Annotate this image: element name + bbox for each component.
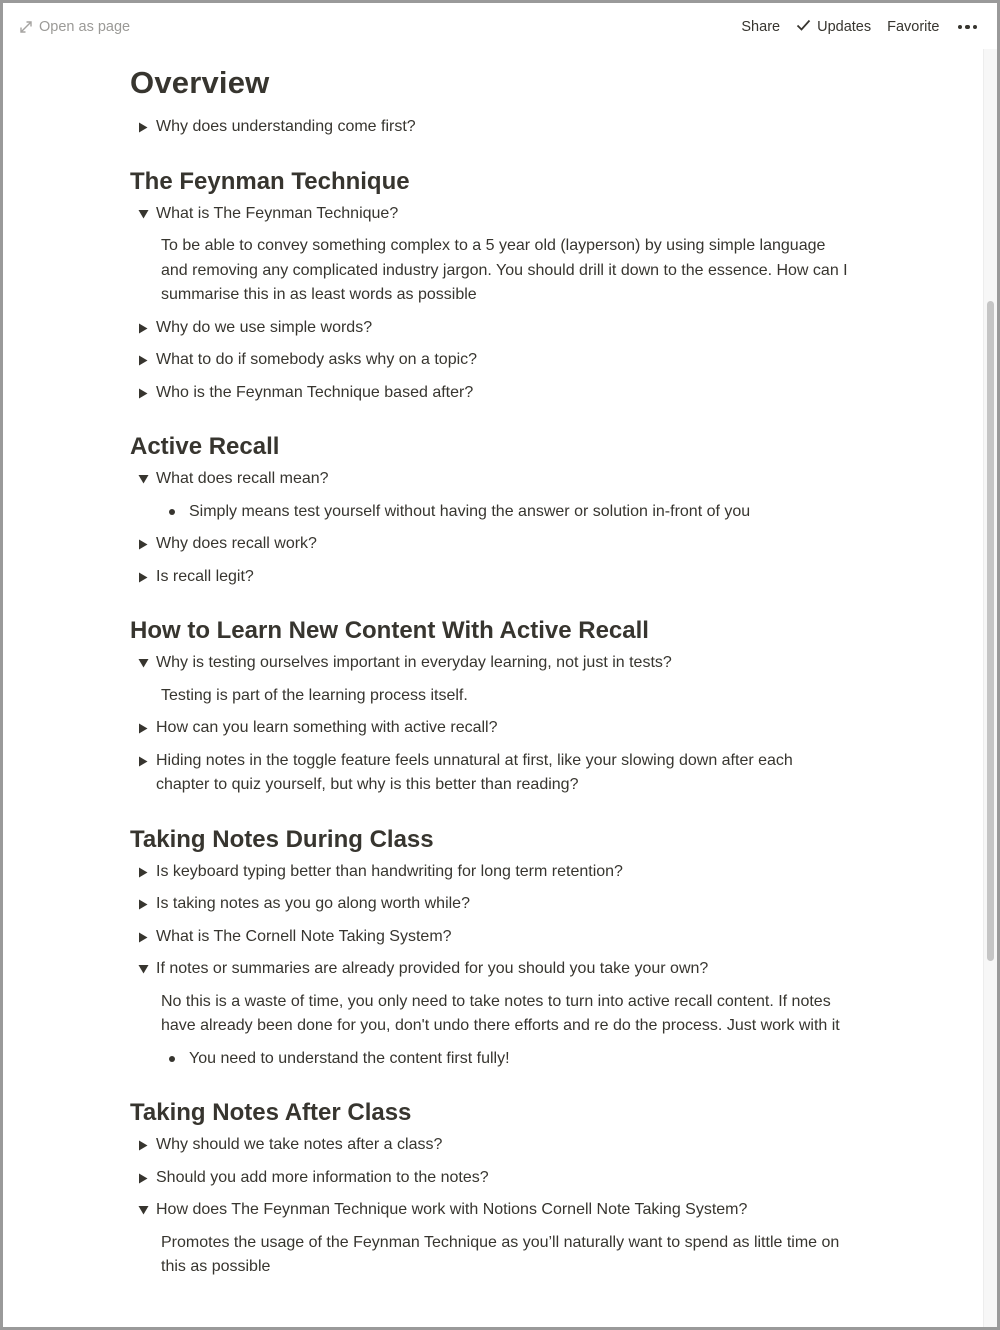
bullet-dot-icon [167,500,189,515]
toggle-content-text: To be able to convey something complex to a 5 year old (layperson) by using simple language and removing any complicated industry jargon. You should drill it down to the essence. How can I summarise this in as least words as possible [161,237,848,303]
toggle-label: Why does recall work? [156,535,317,552]
open-as-page-button[interactable] [19,17,130,37]
updates-label: Updates [817,19,872,35]
toggle-item[interactable] [130,712,850,745]
section-heading-after-class: Taking Notes After Class [130,1099,412,1126]
toggle-label: Who is the Feynman Technique based after? [156,383,474,401]
toggle-collapsed-icon[interactable] [130,532,156,550]
toggle-collapsed-icon[interactable] [130,716,156,734]
toggle-item[interactable] [130,344,850,377]
scrollbar-thumb[interactable] [987,301,994,961]
toggle-collapsed-icon[interactable] [130,925,156,943]
checkmark-icon [796,19,811,35]
toggle-item[interactable] [130,745,850,802]
toggle-collapsed-icon[interactable] [130,316,156,334]
toggle-collapsed-icon[interactable] [130,565,156,583]
toggle-item[interactable] [130,528,850,561]
toggle-label: How can you learn something with active recall? [156,719,498,736]
share-button[interactable]: Share [741,19,781,35]
toggle-item[interactable] [130,921,850,954]
toggle-expanded-icon[interactable] [130,651,156,668]
toggle-content-text: Testing is part of the learning process itself. [161,686,468,704]
toggle-label: If notes or summaries are already provided for you should you take your own? [156,960,709,977]
toggle-label: Is keyboard typing better than handwriting for long term retention? [156,862,623,880]
toggle-collapsed-icon[interactable] [130,1166,156,1184]
toggle-content-text: Promotes the usage of the Feynman Technique as you’ll naturally want to spend as little time on this as possible [161,1233,840,1275]
toggle-expanded-icon[interactable] [130,467,156,484]
expand-arrows-icon [19,20,33,34]
toggle-collapsed-icon[interactable] [130,115,156,133]
toggle-item-open[interactable] [130,463,850,496]
toggle-label: Is recall legit? [156,567,254,585]
toggle-expanded-icon[interactable] [130,1198,156,1215]
open-as-page-label: Open as page [39,19,131,35]
toggle-expanded-icon[interactable] [130,202,156,219]
section-heading-active-recall: Active Recall [130,433,280,460]
toggle-item-open[interactable] [130,1194,850,1227]
toggle-item[interactable] [130,111,850,144]
toggle-collapsed-icon[interactable] [130,381,156,399]
toggle-label: Why does understanding come first? [156,118,416,135]
section-heading-during-class: Taking Notes During Class [130,825,434,853]
toggle-item[interactable] [130,561,850,594]
toggle-label: What is The Cornell Note Taking System? [156,927,452,945]
toggle-label: What does recall mean? [156,470,329,487]
toggle-item-open[interactable] [130,953,850,986]
toggle-content-text: No this is a waste of time, you only need to take notes to turn into active recall content. If notes have already been done for you, don't undo there efforts and re do the process. Just work with it [161,992,840,1034]
toggle-collapsed-icon[interactable] [130,1133,156,1151]
more-options-icon[interactable] [956,25,980,30]
toggle-item-open[interactable] [130,647,850,680]
toggle-item[interactable] [130,1162,850,1195]
toggle-item[interactable] [130,1129,850,1162]
toggle-label: What to do if somebody asks why on a topic? [156,351,478,368]
bullet-text: Simply means test yourself without having the answer or solution in-front of you [189,502,751,520]
section-heading-feynman: The Feynman Technique [130,167,410,195]
toggle-item-open[interactable] [130,198,850,231]
toggle-collapsed-icon[interactable] [130,749,156,767]
toggle-expanded-icon[interactable] [130,957,156,974]
bullet-item [130,1043,850,1076]
toggle-label: Should you add more information to the notes? [156,1168,489,1186]
toggle-collapsed-icon[interactable] [130,892,156,910]
bullet-text: You need to understand the content first fully! [189,1049,510,1067]
page-title: Overview [130,65,270,100]
toggle-collapsed-icon[interactable] [130,348,156,366]
toggle-collapsed-icon[interactable] [130,860,156,878]
section-heading-learn-new-content: How to Learn New Content With Active Recall [130,617,649,644]
toggle-item[interactable] [130,312,850,345]
bullet-item [130,496,850,529]
toggle-label: What is The Feynman Technique? [156,204,399,222]
toggle-label: Is taking notes as you go along worth while? [156,895,470,912]
bullet-dot-icon [167,1047,189,1062]
toggle-label: Why is testing ourselves important in everyday learning, not just in tests? [156,654,672,671]
page-content [130,63,850,1284]
top-bar [3,3,997,49]
toggle-label: How does The Feynman Technique work with Notions Cornell Note Taking System? [156,1201,748,1218]
toggle-item[interactable] [130,888,850,921]
toggle-item[interactable] [130,377,850,410]
toggle-label: Why do we use simple words? [156,318,373,336]
toggle-label: Hiding notes in the toggle feature feels unnatural at first, like your slowing down after each chapter to quiz yourself, but why is this better than reading? [156,751,793,793]
toggle-item[interactable] [130,856,850,889]
toggle-label: Why should we take notes after a class? [156,1136,443,1153]
updates-button[interactable] [796,19,871,35]
notion-page-window [3,3,997,1327]
topbar-actions [741,15,979,39]
favorite-button[interactable]: Favorite [887,19,940,35]
